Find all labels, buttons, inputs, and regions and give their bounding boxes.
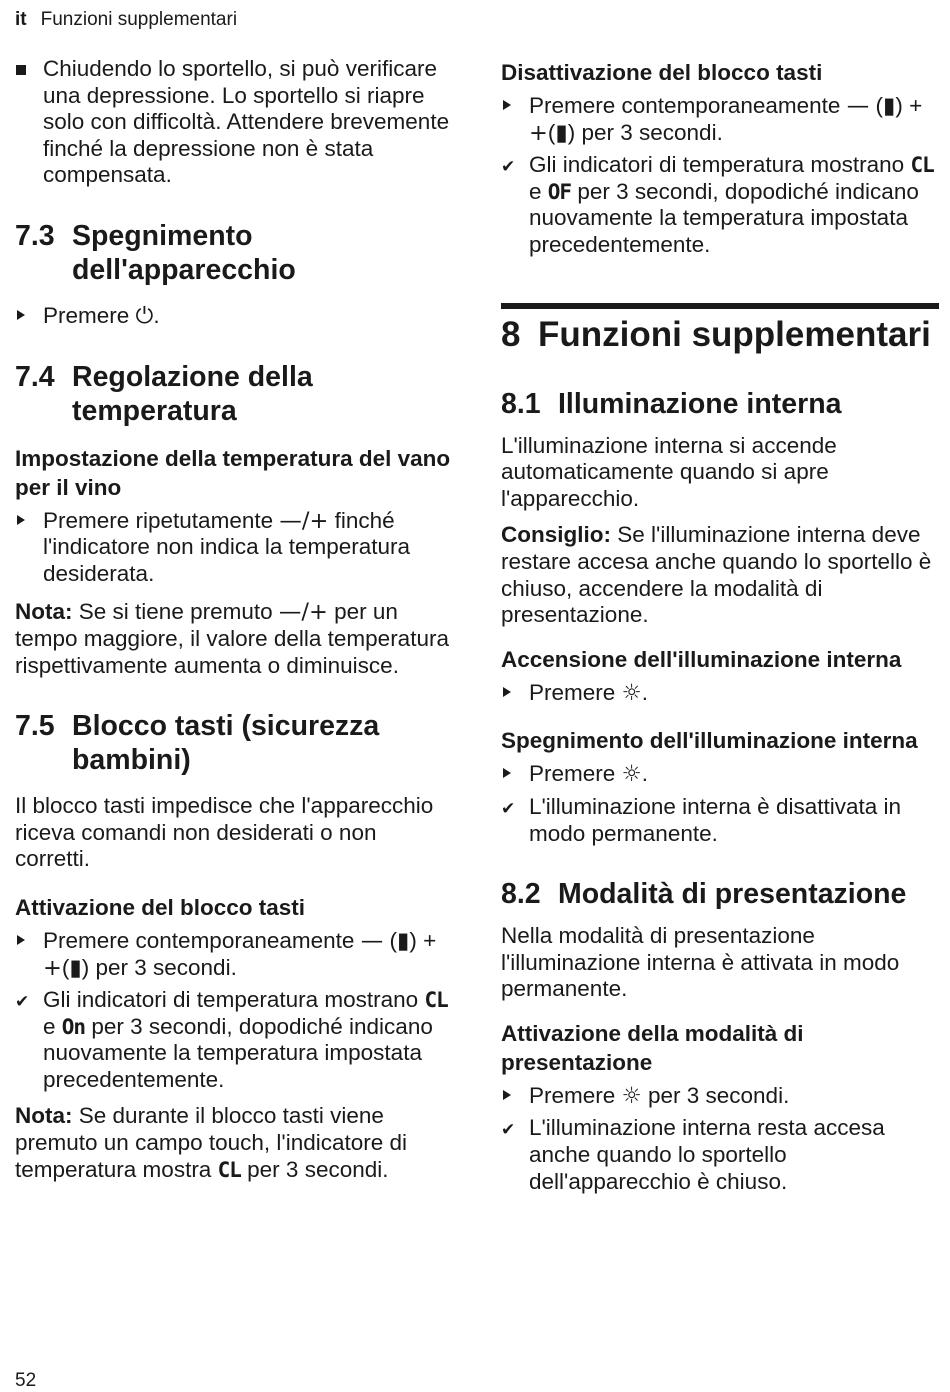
check-icon: ✔ (15, 992, 30, 1012)
display-code: CL (910, 153, 934, 178)
note: Nota: Se durante il blocco tasti viene premuto un campo touch, l'indicatore di temperatura mostra CL per 3 secondi. (15, 1103, 408, 1182)
subheading: Attivazione della modalità di presentazione (501, 1020, 804, 1075)
paragraph: Il blocco tasti impedisce che l'apparecchio riceva comandi non desiderati o non corretti. (15, 793, 434, 872)
step-item: Premere ☼ per 3 secondi. (501, 1083, 939, 1110)
arrow-bullet-icon (503, 100, 511, 110)
paragraph: Nella modalità di presentazione l'illuminazione interna è attivata in modo permanente. (501, 923, 900, 1002)
result-item: ✔ Gli indicatori di temperatura mostrano CL e On per 3 secondi, dopodiché indicano nuovamente la temperatura impostata precedentemente. (15, 987, 448, 1092)
header-title: Funzioni supplementari (40, 9, 238, 30)
display-code: On (61, 1014, 86, 1039)
subheading: Impostazione della temperatura del vano per il vino (15, 445, 451, 500)
section-heading-7-3: 7.3 Spegnimento dell'apparecchio (15, 219, 296, 286)
tip: Consiglio: Se l'illuminazione interna deve restare accesa anche quando lo sportello è chiuso, accendere la modalità di presentazione. (501, 522, 932, 628)
section-heading-8-1: 8.1 Illuminazione interna (501, 387, 842, 420)
page-number: 52 (15, 1370, 37, 1391)
arrow-bullet-icon (503, 1090, 511, 1100)
arrow-bullet-icon (17, 515, 25, 525)
display-code: OF (547, 179, 572, 204)
check-icon: ✔ (501, 798, 516, 818)
subheading: Attivazione del blocco tasti (15, 894, 306, 920)
arrow-bullet-icon (503, 687, 511, 697)
step-item: Premere contemporaneamente — (▮) + +(▮) per 3 secondi. (15, 928, 455, 981)
step-item: Premere ☼. (501, 680, 939, 707)
note: Nota: Se si tiene premuto —/+ per un tempo maggiore, il valore della temperatura rispettivamente aumenta o diminuisce. (15, 599, 449, 678)
light-icon: ☼ (621, 1082, 642, 1109)
display-code: CL (424, 988, 448, 1013)
section-heading-8-2: 8.2 Modalità di presentazione (501, 878, 907, 911)
step-item: Premere ⏻. (15, 303, 455, 330)
light-icon: ☼ (621, 679, 642, 706)
arrow-bullet-icon (17, 935, 25, 945)
result-item: ✔ L'illuminazione interna resta accesa anche quando lo sportello dell'apparecchio è chiuso. (501, 1115, 885, 1194)
plus-icon: + (43, 954, 62, 981)
check-icon: ✔ (501, 1120, 516, 1140)
square-bullet-icon (16, 65, 26, 75)
arrow-bullet-icon (503, 768, 511, 778)
left-column (15, 56, 455, 1183)
section-heading-7-5: 7.5 Blocco tasti (sicurezza bambini) (15, 710, 380, 777)
paragraph: L'illuminazione interna si accende automaticamente quando si apre l'apparecchio. (501, 432, 837, 511)
subheading: Disattivazione del blocco tasti (501, 60, 823, 85)
power-icon: ⏻ (135, 302, 154, 329)
result-item: ✔ L'illuminazione interna è disattivata in modo permanente. (501, 793, 902, 846)
plus-icon: + (529, 119, 548, 146)
minus-plus-icon: —/+ (279, 507, 329, 534)
step-item: Premere ripetutamente —/+ finché l'indicatore non indica la temperatura desiderata. (15, 508, 455, 588)
subheading: Spegnimento dell'illuminazione interna (501, 728, 918, 754)
language-tag: it (15, 9, 27, 30)
minus-plus-icon: —/+ (278, 599, 328, 626)
step-item: Premere ☼. (501, 761, 939, 788)
light-icon: ☼ (621, 761, 642, 788)
minus-icon: — (846, 93, 870, 119)
result-item: ✔ Gli indicatori di temperatura mostrano CL e OF per 3 secondi, dopodiché indicano nuovamente la temperatura impostata precedentemente. (501, 152, 934, 257)
page-header (15, 9, 237, 31)
display-code: CL (217, 1157, 241, 1182)
chapter-heading-8: 8 Funzioni supplementari (501, 303, 939, 357)
subheading: Accensione dell'illuminazione interna (501, 646, 902, 672)
list-item: Chiudendo lo sportello, si può verificare una depressione. Lo sportello si riapre solo con difficoltà. Attendere brevemente finché la depressione non è stata compensata. (15, 56, 455, 189)
minus-icon: — (360, 927, 384, 954)
right-column (501, 58, 939, 1195)
step-item: Premere contemporaneamente — (▮) + +(▮) per 3 secondi. (501, 93, 939, 146)
section-heading-7-4: 7.4 Regolazione della temperatura (15, 360, 313, 427)
check-icon: ✔ (501, 157, 516, 177)
arrow-bullet-icon (17, 310, 25, 320)
